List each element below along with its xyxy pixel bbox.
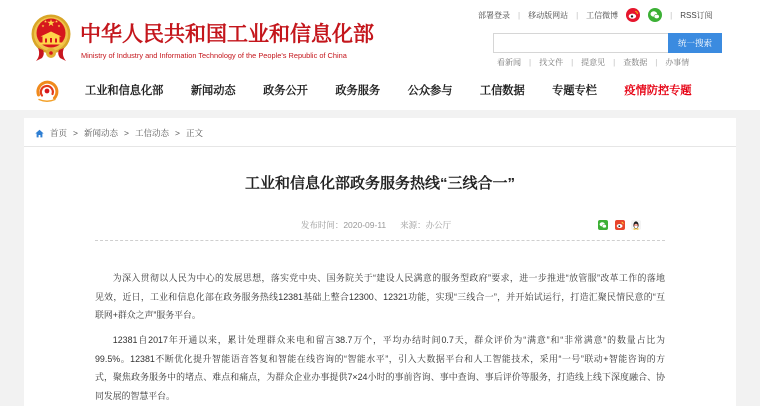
separator: | [571, 58, 574, 67]
paragraph-line: 99.5%。12381不断优化提升智能语音答复和智能在线咨询的“智能水平”，引入大数据平台和人工智能技术，采用“一号”联动+智能咨询的方 [95, 353, 665, 364]
weibo-icon[interactable] [626, 8, 640, 22]
paragraph-line: 同发展的智慧平台。 [95, 390, 175, 401]
article-body [95, 269, 665, 405]
share-buttons [598, 220, 641, 230]
dashed-divider [95, 240, 665, 241]
paragraph-line: 为深入贯彻以人民为中心的发展思想，落实党中央、国务院关于“建设人民满意的服务型政府”要求，进一步推进“放管服”改革工作的落地 [112, 273, 665, 283]
paragraph-line: 见效，近日，工业和信息化部在政务服务热线12381基础上整合12300、12321功能，实现“三线合一”，并开始试运行，打造汇聚民情民意的“互 [95, 291, 665, 302]
search-input[interactable] [493, 33, 669, 53]
breadcrumb-separator: > [73, 128, 78, 138]
divider [24, 146, 736, 147]
quick-links [497, 57, 689, 68]
separator: | [576, 10, 579, 20]
national-emblem-icon[interactable] [31, 13, 71, 63]
paragraph-line: 式，聚焦政务服务中的堵点、难点和痛点，为群众企业办事提供7×24小时的事前咨询、事中查询、事后评价等服务，打造线上线下深度融合、协 [95, 372, 665, 382]
miit-logo-icon[interactable] [34, 78, 60, 104]
nav-item-government-services[interactable]: 政务服务 [335, 85, 381, 97]
article-paragraph [95, 269, 665, 325]
quick-link-files[interactable]: 找文件 [539, 58, 564, 67]
paragraph-line: 12381自2017年开通以来，累计处理群众来电和留言38.7万个，平均办结时间0.7天，群众评价为“满意”和“非常满意”的数量占比为 [112, 335, 665, 345]
wechat-share-icon[interactable] [598, 220, 608, 230]
breadcrumb [35, 127, 203, 139]
quick-link-data[interactable]: 查数据 [623, 58, 648, 67]
article-title: 工业和信息化部政务服务热线“三线合一” [244, 175, 515, 192]
weibo-share-icon[interactable] [615, 220, 625, 230]
weibo-link[interactable]: 工信微博 [586, 10, 619, 20]
article-card [24, 118, 736, 406]
mobile-site-link[interactable]: 移动版网站 [528, 10, 569, 20]
breadcrumb-separator: > [174, 128, 180, 138]
separator: | [670, 10, 673, 20]
quick-link-news[interactable]: 看新闻 [497, 58, 521, 67]
breadcrumb-ministry-news[interactable]: 工信动态 [134, 128, 169, 138]
separator: | [655, 58, 658, 67]
separator: | [613, 58, 616, 67]
login-link[interactable]: 部署登录 [478, 10, 510, 20]
nav-item-data[interactable]: 工信数据 [479, 85, 525, 97]
nav-item-news[interactable]: 新闻动态 [190, 85, 236, 97]
nav-item-special-topics[interactable]: 专题专栏 [552, 85, 597, 97]
publish-time: 发布时间：2020-09-11 [300, 220, 387, 230]
main-nav [85, 83, 692, 99]
breadcrumb-current: 正文 [185, 128, 203, 138]
rss-link[interactable]: RSS订阅 [680, 10, 713, 20]
paragraph-line: 联网+群众之声”服务平台。 [95, 310, 201, 320]
top-links [478, 7, 713, 23]
home-icon[interactable] [35, 129, 44, 138]
breadcrumb-home[interactable]: 首页 [50, 128, 68, 138]
nav-item-government-affairs[interactable]: 政务公开 [263, 85, 308, 97]
breadcrumb-separator: > [124, 128, 129, 138]
separator: | [529, 58, 532, 67]
breadcrumb-news[interactable]: 新闻动态 [83, 128, 118, 138]
site-subtitle: Ministry of Industry and Information Technology of the People's Republic of China [81, 51, 347, 60]
quick-link-feedback[interactable]: 提意见 [581, 58, 606, 67]
site-title[interactable]: 中华人民共和国工业和信息化部 [80, 23, 374, 46]
search-button[interactable]: 统一搜索 [668, 33, 722, 53]
qq-share-icon[interactable] [631, 220, 641, 230]
article-paragraph [95, 331, 665, 405]
nav-item-ministry[interactable]: 工业和信息化部 [85, 85, 164, 97]
quick-link-services[interactable]: 办事情 [665, 58, 690, 67]
article-source: 来源：办公厅 [400, 220, 452, 230]
wechat-icon[interactable] [648, 8, 662, 22]
separator: | [518, 10, 521, 20]
nav-item-epidemic-prevention[interactable]: 疫情防控专题 [624, 85, 692, 97]
nav-item-public-participation[interactable]: 公众参与 [407, 85, 453, 97]
